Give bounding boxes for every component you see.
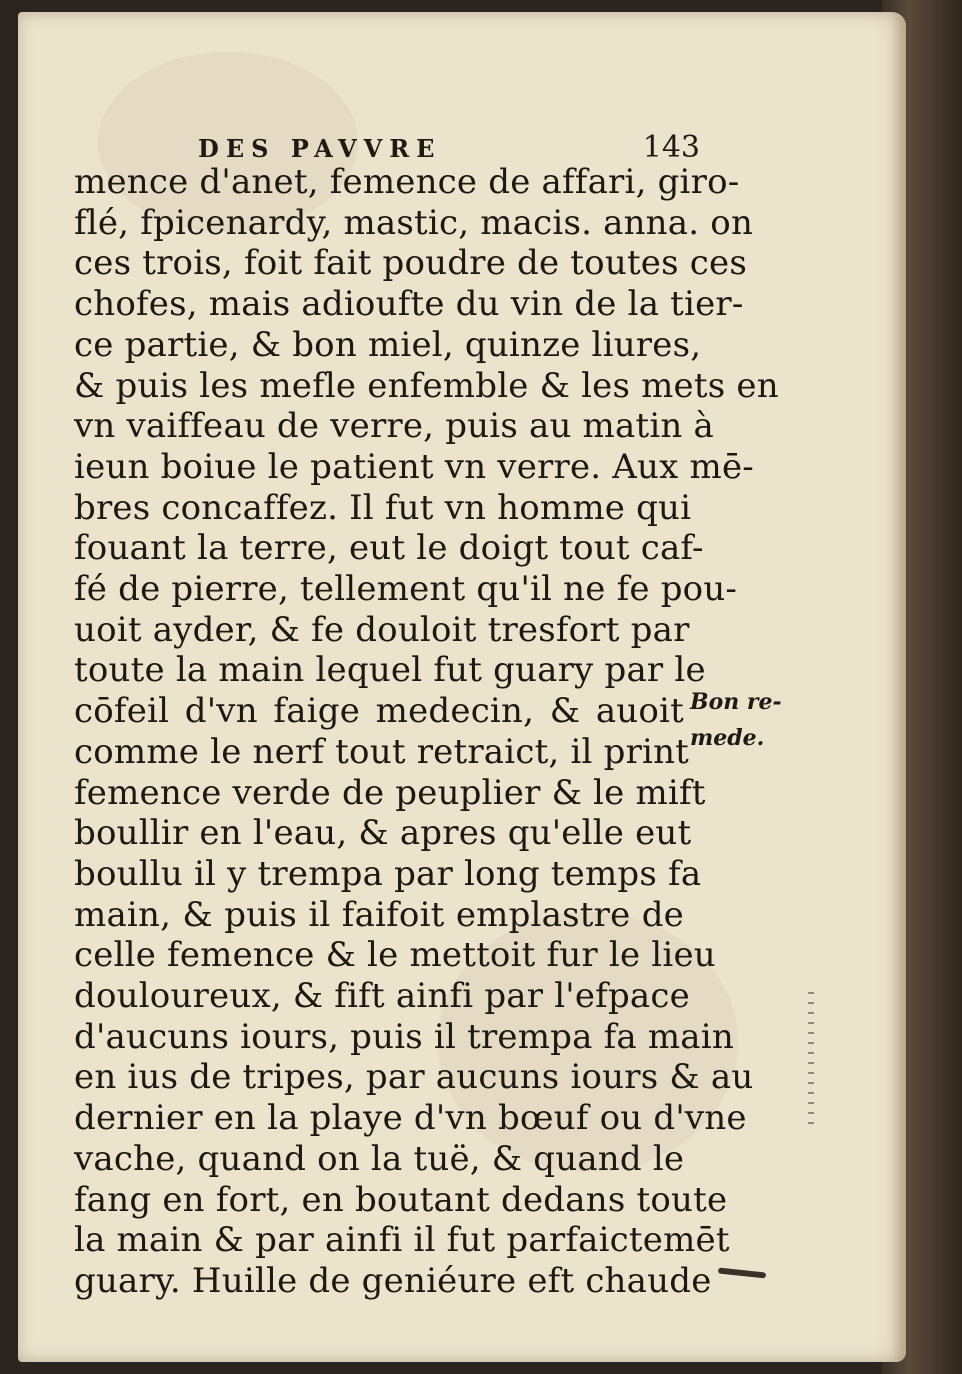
text-line: vache, quand on la tuë, & quand le	[74, 1138, 685, 1179]
text-line: bres concaffez. Il fut vn homme qui	[74, 487, 692, 528]
text-line: douloureux, & fift ainfi par l'efpace	[74, 976, 690, 1017]
text-line: en ius de tripes, par aucuns iours & au	[74, 1057, 754, 1098]
text-line: boullir en l'eau, & apres qu'elle eut	[74, 813, 692, 854]
text-line: vn vaiffeau de verre, puis au matin à	[74, 406, 714, 447]
text-line: mence d'anet, femence de affari, giro-	[74, 162, 740, 202]
text-line: uoit ayder, & fe douloit tresfort par	[74, 609, 690, 650]
running-head: DES PAVVRE	[198, 134, 442, 163]
ink-specks	[808, 992, 814, 1132]
text-line: cōfeil d'vn faige medecin, & auoit	[74, 691, 684, 732]
text-line: ces trois, foit fait poudre de toutes ces	[74, 243, 747, 284]
text-line: ce partie, & bon miel, quinze liures,	[74, 324, 702, 365]
text-line: fé de pierre, tellement qu'il ne fe pou-	[74, 569, 738, 610]
page-number: 143	[642, 130, 700, 165]
page-edge-shadow	[892, 12, 906, 1362]
text-line: toute la main lequel fut guary par le	[74, 650, 706, 691]
text-line: celle femence & le mettoit fur le lieu	[74, 935, 716, 976]
text-line: boullu il y trempa par long temps fa	[74, 853, 702, 894]
text-line: femence verde de peuplier & le mift	[74, 772, 706, 813]
text-line: guary. Huille de geniéure eft chaude	[74, 1260, 712, 1301]
ink-mark	[718, 1268, 766, 1279]
text-line: ieun boiue le patient vn verre. Aux mē-	[74, 446, 754, 487]
text-line: main, & puis il faifoit emplastre de	[74, 894, 684, 935]
text-line: dernier en la playe d'vn bœuf ou d'vne	[74, 1098, 747, 1139]
text-line: chofes, mais adioufte du vin de la tier-	[74, 284, 744, 325]
text-line: flé, fpicenardy, mastic, macis. anna. on	[74, 202, 754, 243]
text-line: & puis les mefle enfemble & les mets en	[74, 365, 779, 406]
page-leaf	[18, 12, 906, 1362]
text-line: fang en fort, en boutant dedans toute	[74, 1179, 728, 1220]
text-line: d'aucuns iours, puis il trempa fa main	[74, 1016, 734, 1057]
text-line: la main & par ainfi il fut parfaictemēt	[74, 1220, 730, 1261]
marginal-note-line: mede.	[690, 725, 765, 751]
text-line: comme le nerf tout retraict, il print	[74, 731, 690, 772]
marginal-note	[690, 684, 800, 756]
text-line: fouant la terre, eut le doigt tout caf-	[74, 528, 704, 569]
marginal-note-line: Bon re-	[690, 689, 782, 715]
